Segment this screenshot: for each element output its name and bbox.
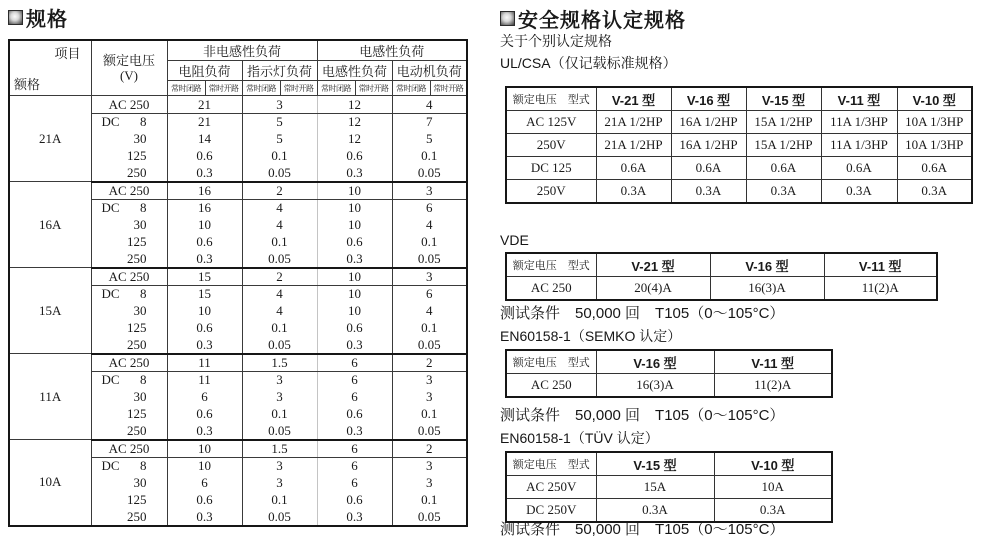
value-cell: 0.6A	[596, 157, 671, 180]
voltage-cell: 250	[91, 509, 167, 526]
value-cell: 10	[167, 303, 242, 320]
value-cell: 6	[317, 372, 392, 389]
value-cell: 3	[242, 389, 317, 406]
value-cell: 3	[242, 96, 317, 114]
voltage-cell: 250V	[506, 134, 596, 157]
value-cell: 10	[167, 440, 242, 458]
value-cell: 0.1	[392, 148, 467, 165]
value-cell: 3	[242, 475, 317, 492]
table-header-row	[506, 350, 832, 374]
value-cell: 16(3)A	[710, 277, 824, 301]
voltage-cell: DC 125	[506, 157, 596, 180]
value-cell: 0.3A	[596, 180, 671, 204]
table-row	[9, 440, 467, 458]
value-cell: 0.3	[167, 165, 242, 182]
value-cell: 0.05	[242, 423, 317, 440]
voltage-cell: 250	[91, 423, 167, 440]
voltage-cell: 30	[91, 475, 167, 492]
model-header: V-16 型	[671, 87, 746, 111]
value-cell: 10	[317, 268, 392, 286]
voltage-cell: AC 250	[506, 374, 596, 398]
value-cell: 10	[317, 182, 392, 200]
value-cell: 11A 1/3HP	[821, 134, 897, 157]
value-cell: 4	[392, 303, 467, 320]
value-cell: 0.05	[242, 337, 317, 354]
value-cell: 0.3	[317, 509, 392, 526]
value-cell: 0.3A	[897, 180, 972, 204]
sub-header: 常时闭路	[242, 81, 280, 96]
rated-voltage-type-header: 额定电压 型式	[506, 350, 596, 374]
voltage-cell	[91, 372, 167, 389]
value-cell: 1.5	[242, 440, 317, 458]
value-cell: 16A 1/2HP	[671, 111, 746, 134]
voltage-header-line1: 额定电压	[102, 53, 155, 68]
value-cell: 6	[167, 389, 242, 406]
sub-header: 常时开路	[205, 81, 242, 96]
voltage-cell	[91, 458, 167, 475]
value-cell: 5	[242, 114, 317, 131]
table-header-row	[506, 87, 972, 111]
table-row	[506, 374, 832, 398]
value-cell: 3	[392, 372, 467, 389]
ulcsa-table	[505, 86, 973, 204]
value-cell: 11(2)A	[714, 374, 832, 398]
voltage-cell: 30	[91, 303, 167, 320]
dc-label: DC	[101, 114, 120, 129]
table-row	[506, 157, 972, 180]
sub-header: 常时开路	[430, 81, 467, 96]
value-cell: 0.3	[317, 165, 392, 182]
value-cell: 15A	[596, 476, 714, 499]
value-cell: 15	[167, 268, 242, 286]
value-cell: 5	[392, 131, 467, 148]
value-cell: 11A 1/3HP	[821, 111, 897, 134]
table-row	[506, 476, 832, 499]
dc-voltage: 8	[140, 458, 147, 474]
safety-title-text: 安全规格认定规格	[518, 10, 686, 32]
table-row	[9, 268, 467, 286]
rated-voltage-type-header: 额定电压 型式	[506, 253, 596, 277]
value-cell: 3	[392, 389, 467, 406]
ulcsa-caption-line: UL/CSA（仅记载标准规格）	[500, 55, 677, 71]
value-cell: 15A 1/2HP	[746, 111, 821, 134]
voltage-cell: 125	[91, 234, 167, 251]
value-cell: 0.6	[167, 320, 242, 337]
voltage-cell: 250	[91, 337, 167, 354]
value-cell: 10	[317, 303, 392, 320]
table-row	[506, 180, 972, 204]
model-header: V-16 型	[596, 350, 714, 374]
value-cell: 0.05	[392, 165, 467, 182]
dc-label: DC	[101, 286, 120, 301]
voltage-cell: 250	[91, 165, 167, 182]
value-cell: 3	[392, 458, 467, 475]
model-header: V-11 型	[714, 350, 832, 374]
corner-bottom-label: 额格	[14, 77, 41, 92]
dc-voltage: 8	[140, 372, 147, 388]
value-cell: 2	[392, 440, 467, 458]
voltage-cell: AC 250	[91, 440, 167, 458]
rating-cell: 16A	[9, 182, 91, 268]
value-cell: 0.6	[167, 234, 242, 251]
corner-top-label: 项目	[54, 46, 81, 61]
sub-header: 常时闭路	[392, 81, 430, 96]
model-header: V-11 型	[824, 253, 937, 277]
value-cell: 0.3	[317, 423, 392, 440]
value-cell: 0.1	[392, 320, 467, 337]
corner-header-cell	[9, 40, 91, 96]
value-cell: 0.3	[167, 509, 242, 526]
ratings-table	[8, 39, 468, 527]
value-cell: 0.3A	[746, 180, 821, 204]
value-cell: 0.3A	[596, 499, 714, 523]
model-header: V-15 型	[596, 452, 714, 476]
value-cell: 21	[167, 96, 242, 114]
value-cell: 0.1	[392, 234, 467, 251]
value-cell: 0.3A	[671, 180, 746, 204]
rating-cell: 11A	[9, 354, 91, 440]
tuv-table	[505, 451, 833, 523]
value-cell: 0.1	[392, 406, 467, 423]
dc-voltage: 8	[140, 114, 147, 130]
value-cell: 0.3A	[714, 499, 832, 523]
voltage-cell: AC 250	[91, 96, 167, 114]
model-header: V-21 型	[596, 87, 671, 111]
value-cell: 0.6	[167, 406, 242, 423]
value-cell: 16A 1/2HP	[671, 134, 746, 157]
value-cell: 0.1	[392, 492, 467, 509]
voltage-cell: DC 250V	[506, 499, 596, 523]
en-tuv-caption-line: EN60158-1（TÜV 认定）	[500, 430, 659, 446]
model-header: V-10 型	[714, 452, 832, 476]
value-cell: 6	[167, 475, 242, 492]
value-cell: 6	[317, 389, 392, 406]
value-cell: 12	[317, 96, 392, 114]
value-cell: 6	[392, 286, 467, 303]
voltage-cell: 125	[91, 406, 167, 423]
value-cell: 10A	[714, 476, 832, 499]
table-row	[506, 277, 937, 301]
table-header-row	[506, 253, 937, 277]
value-cell: 2	[242, 268, 317, 286]
dc-voltage: 8	[140, 286, 147, 302]
value-cell: 21	[167, 114, 242, 131]
value-cell: 12	[317, 114, 392, 131]
value-cell: 0.6A	[746, 157, 821, 180]
voltage-cell: 30	[91, 389, 167, 406]
value-cell: 0.3	[317, 251, 392, 268]
load-header: 电感性负荷	[317, 61, 392, 81]
rating-cell: 15A	[9, 268, 91, 354]
value-cell: 11	[167, 372, 242, 389]
specs-title-text: 规格	[26, 9, 68, 31]
voltage-cell	[91, 286, 167, 303]
value-cell: 3	[242, 458, 317, 475]
value-cell: 0.1	[242, 148, 317, 165]
value-cell: 6	[392, 200, 467, 217]
dc-label: DC	[101, 372, 120, 387]
value-cell: 0.1	[242, 492, 317, 509]
dc-label: DC	[101, 458, 120, 473]
value-cell: 0.05	[242, 165, 317, 182]
value-cell: 11(2)A	[824, 277, 937, 301]
value-cell: 6	[317, 440, 392, 458]
value-cell: 4	[242, 200, 317, 217]
value-cell: 0.3A	[821, 180, 897, 204]
voltage-cell: 125	[91, 492, 167, 509]
value-cell: 0.3	[167, 423, 242, 440]
table-row	[506, 134, 972, 157]
voltage-cell: AC 250V	[506, 476, 596, 499]
semko-table	[505, 349, 833, 398]
test-condition-line: 测试条件 50,000 回 T105（0～105°C）	[500, 521, 785, 538]
about-individual-certs-line: 关于个别认定规格	[500, 33, 612, 49]
rating-cell: 10A	[9, 440, 91, 526]
value-cell: 20(4)A	[596, 277, 710, 301]
value-cell: 0.6	[317, 492, 392, 509]
value-cell: 0.3	[167, 251, 242, 268]
en-semko-caption-line: EN60158-1（SEMKO 认定）	[500, 328, 682, 344]
table-row	[9, 182, 467, 200]
rating-cell: 21A	[9, 96, 91, 182]
vde-label: VDE	[500, 232, 529, 248]
value-cell: 3	[392, 268, 467, 286]
value-cell: 3	[242, 372, 317, 389]
value-cell: 0.05	[392, 423, 467, 440]
value-cell: 0.6	[167, 492, 242, 509]
value-cell: 7	[392, 114, 467, 131]
voltage-cell	[91, 200, 167, 217]
voltage-cell: AC 250	[91, 354, 167, 372]
voltage-cell: AC 250	[91, 182, 167, 200]
value-cell: 0.3	[317, 337, 392, 354]
sub-header: 常时闭路	[317, 81, 355, 96]
value-cell: 0.6A	[821, 157, 897, 180]
value-cell: 4	[392, 96, 467, 114]
value-cell: 0.05	[242, 509, 317, 526]
value-cell: 0.05	[392, 251, 467, 268]
value-cell: 0.3	[167, 337, 242, 354]
value-cell: 0.05	[242, 251, 317, 268]
dc-label: DC	[101, 200, 120, 215]
value-cell: 4	[242, 286, 317, 303]
value-cell: 16	[167, 200, 242, 217]
voltage-cell: AC 250	[91, 268, 167, 286]
voltage-cell: 125	[91, 320, 167, 337]
voltage-cell: AC 250	[506, 277, 596, 301]
voltage-cell: 30	[91, 131, 167, 148]
group-noninductive-header: 非电感性负荷	[167, 40, 317, 61]
value-cell: 2	[392, 354, 467, 372]
value-cell: 10	[317, 217, 392, 234]
table-header-row	[9, 40, 467, 61]
voltage-cell: AC 125V	[506, 111, 596, 134]
value-cell: 21A 1/2HP	[596, 134, 671, 157]
group-inductive-header: 电感性负荷	[317, 40, 467, 61]
load-header: 电动机负荷	[392, 61, 467, 81]
value-cell: 0.6A	[671, 157, 746, 180]
value-cell: 0.6	[167, 148, 242, 165]
voltage-cell: 30	[91, 217, 167, 234]
model-header: V-21 型	[596, 253, 710, 277]
test-condition-line: 测试条件 50,000 回 T105（0～105°C）	[500, 407, 785, 424]
value-cell: 4	[242, 303, 317, 320]
value-cell: 15	[167, 286, 242, 303]
safety-section	[500, 0, 982, 539]
value-cell: 10	[167, 458, 242, 475]
value-cell: 14	[167, 131, 242, 148]
load-header: 指示灯负荷	[242, 61, 317, 81]
value-cell: 0.1	[242, 320, 317, 337]
specs-section	[8, 0, 470, 539]
value-cell: 0.1	[242, 234, 317, 251]
section-bullet-icon	[8, 10, 23, 25]
voltage-cell: 250V	[506, 180, 596, 204]
table-row	[9, 354, 467, 372]
value-cell: 10A 1/3HP	[897, 111, 972, 134]
model-header: V-11 型	[821, 87, 897, 111]
value-cell: 5	[242, 131, 317, 148]
model-header: V-10 型	[897, 87, 972, 111]
dc-voltage: 8	[140, 200, 147, 216]
value-cell: 4	[392, 217, 467, 234]
safety-section-title	[500, 4, 686, 33]
value-cell: 3	[392, 182, 467, 200]
vde-table	[505, 252, 938, 301]
value-cell: 0.6	[317, 234, 392, 251]
value-cell: 10	[167, 217, 242, 234]
value-cell: 11	[167, 354, 242, 372]
value-cell: 2	[242, 182, 317, 200]
voltage-cell: 250	[91, 251, 167, 268]
value-cell: 0.05	[392, 337, 467, 354]
section-bullet-icon	[500, 11, 515, 26]
value-cell: 0.6	[317, 148, 392, 165]
sub-header: 常时开路	[280, 81, 317, 96]
value-cell: 15A 1/2HP	[746, 134, 821, 157]
model-header: V-15 型	[746, 87, 821, 111]
value-cell: 6	[317, 458, 392, 475]
value-cell: 6	[317, 475, 392, 492]
value-cell: 4	[242, 217, 317, 234]
voltage-header-line2: (V)	[119, 68, 139, 83]
model-header: V-16 型	[710, 253, 824, 277]
test-condition-line: 测试条件 50,000 回 T105（0～105°C）	[500, 305, 785, 322]
value-cell: 16(3)A	[596, 374, 714, 398]
value-cell: 0.6A	[897, 157, 972, 180]
voltage-header-cell	[91, 40, 167, 96]
table-row	[506, 111, 972, 134]
sub-header: 常时闭路	[167, 81, 205, 96]
value-cell: 0.1	[242, 406, 317, 423]
value-cell: 0.6	[317, 320, 392, 337]
load-header: 电阻负荷	[167, 61, 242, 81]
value-cell: 10	[317, 286, 392, 303]
value-cell: 16	[167, 182, 242, 200]
voltage-cell: 125	[91, 148, 167, 165]
sub-header: 常时开路	[355, 81, 392, 96]
value-cell: 6	[317, 354, 392, 372]
value-cell: 0.6	[317, 406, 392, 423]
value-cell: 0.05	[392, 509, 467, 526]
specs-section-title	[8, 3, 68, 32]
rated-voltage-type-header: 额定电压 型式	[506, 452, 596, 476]
table-row	[9, 96, 467, 114]
voltage-cell	[91, 114, 167, 131]
value-cell: 12	[317, 131, 392, 148]
value-cell: 3	[392, 475, 467, 492]
value-cell: 10	[317, 200, 392, 217]
table-header-row	[506, 452, 832, 476]
value-cell: 21A 1/2HP	[596, 111, 671, 134]
rated-voltage-type-header: 额定电压 型式	[506, 87, 596, 111]
value-cell: 10A 1/3HP	[897, 134, 972, 157]
value-cell: 1.5	[242, 354, 317, 372]
